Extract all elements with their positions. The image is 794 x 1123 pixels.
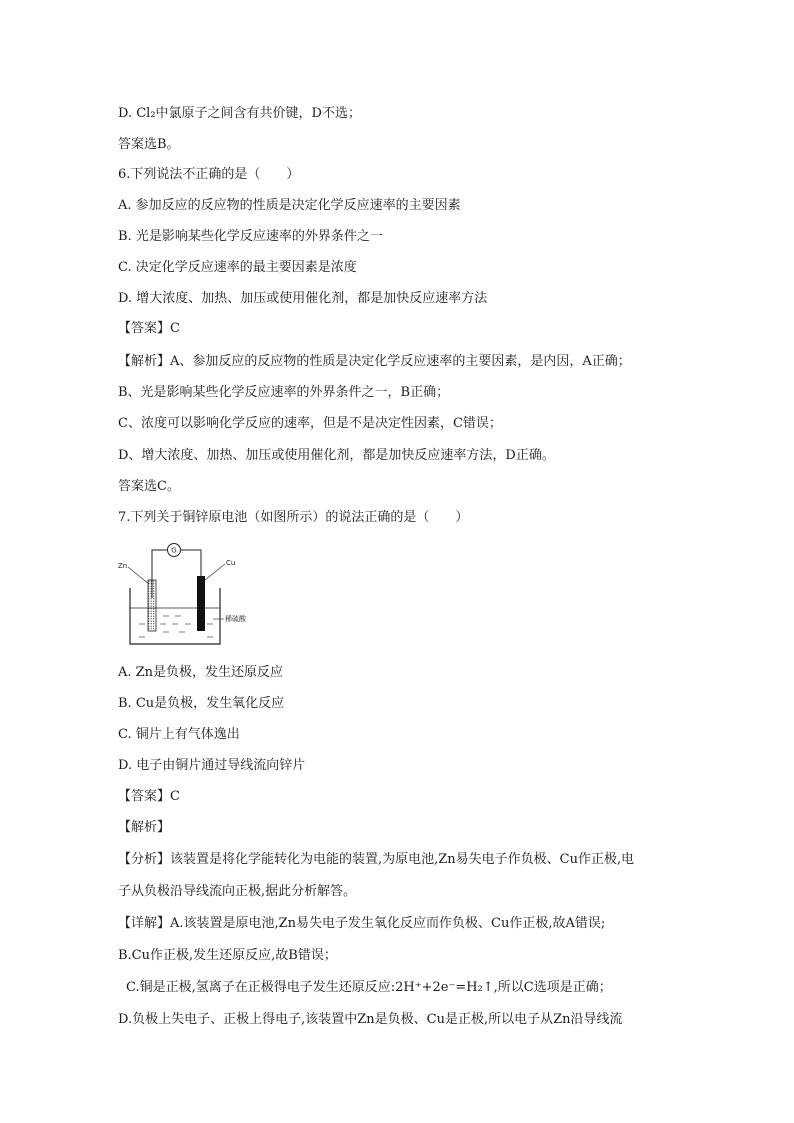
text-line: C.铜是正极,氢离子在正极得电子发生还原反应:2H⁺+2e⁻=H₂↑,所以C选项是正确； bbox=[126, 980, 612, 995]
question-6-stem: 6.下列说法不正确的是（ ） bbox=[118, 167, 300, 182]
text-line: 答案选B。 bbox=[118, 137, 180, 152]
galvanic-cell-diagram bbox=[115, 540, 265, 655]
question-7-analysis-heading: 【解析】 bbox=[118, 820, 171, 835]
galvanic-cell-svg bbox=[115, 540, 265, 655]
question-6-option-b: B. 光是影响某些化学反应速率的外界条件之一 bbox=[118, 229, 383, 244]
question-6-answer: 【答案】C bbox=[118, 321, 180, 336]
zinc-leader bbox=[128, 567, 149, 584]
copper-label: Cu bbox=[226, 559, 236, 567]
question-7-analysis: 【分析】该装置是将化学能转化为电能的装置,为原电池,Zn易失电子作负极、Cu作正极,电 bbox=[118, 852, 635, 867]
zinc-label: Zn bbox=[118, 562, 128, 570]
text-line: B、光是影响某些化学反应速率的外界条件之一，B正确； bbox=[118, 385, 450, 400]
question-7-option-c: C. 铜片上有气体逸出 bbox=[118, 727, 240, 742]
question-7-option-b: B. Cu是负极，发生氧化反应 bbox=[118, 696, 285, 711]
text-line: B.Cu作正极,发生还原反应,故B错误； bbox=[118, 948, 337, 963]
text-line: D.负极上失电子、正极上得电子,该装置中Zn是负极、Cu是正极,所以电子从Zn沿导线流 bbox=[118, 1012, 623, 1027]
text-line: D、增大浓度、加热、加压或使用催化剂，都是加快反应速率方法，D正确。 bbox=[118, 448, 555, 463]
question-6-analysis: 【解析】A、参加反应的反应物的性质是决定化学反应速率的主要因素，是内因，A正确； bbox=[118, 354, 631, 369]
question-6-option-d: D. 增大浓度、加热、加压或使用催化剂，都是加快反应速率方法 bbox=[118, 291, 488, 306]
question-7-option-a: A. Zn是负极，发生还原反应 bbox=[118, 665, 284, 680]
text-line: C、浓度可以影响化学反应的速率，但是不是决定性因素，C错误； bbox=[118, 416, 502, 431]
text-line: 答案选C。 bbox=[118, 479, 180, 494]
question-7-option-d: D. 电子由铜片通过导线流向锌片 bbox=[118, 758, 306, 773]
zinc-electrode bbox=[148, 580, 156, 631]
copper-electrode bbox=[197, 576, 205, 631]
question-6-option-a: A. 参加反应的反应物的性质是决定化学反应速率的主要因素 bbox=[118, 198, 461, 213]
galvanometer-label: G bbox=[171, 546, 177, 555]
question-7-answer: 【答案】C bbox=[118, 789, 180, 804]
wire-right bbox=[181, 550, 201, 576]
text-line: D. Cl₂中氯原子之间含有共价键，D不选； bbox=[118, 106, 361, 121]
question-7-stem: 7.下列关于铜锌原电池（如图所示）的说法正确的是（ ） bbox=[118, 510, 469, 525]
question-6-option-c: C. 决定化学反应速率的最主要因素是浓度 bbox=[118, 260, 357, 275]
question-7-detail: 【详解】A.该装置是原电池,Zn易失电子发生氧化反应而作负极、Cu作正极,故A错误; bbox=[118, 916, 606, 931]
acid-label: 稀硫酸 bbox=[225, 615, 246, 623]
text-line: 子从负极沿导线流向正极,据此分析解答。 bbox=[118, 884, 357, 899]
copper-leader bbox=[205, 564, 225, 580]
